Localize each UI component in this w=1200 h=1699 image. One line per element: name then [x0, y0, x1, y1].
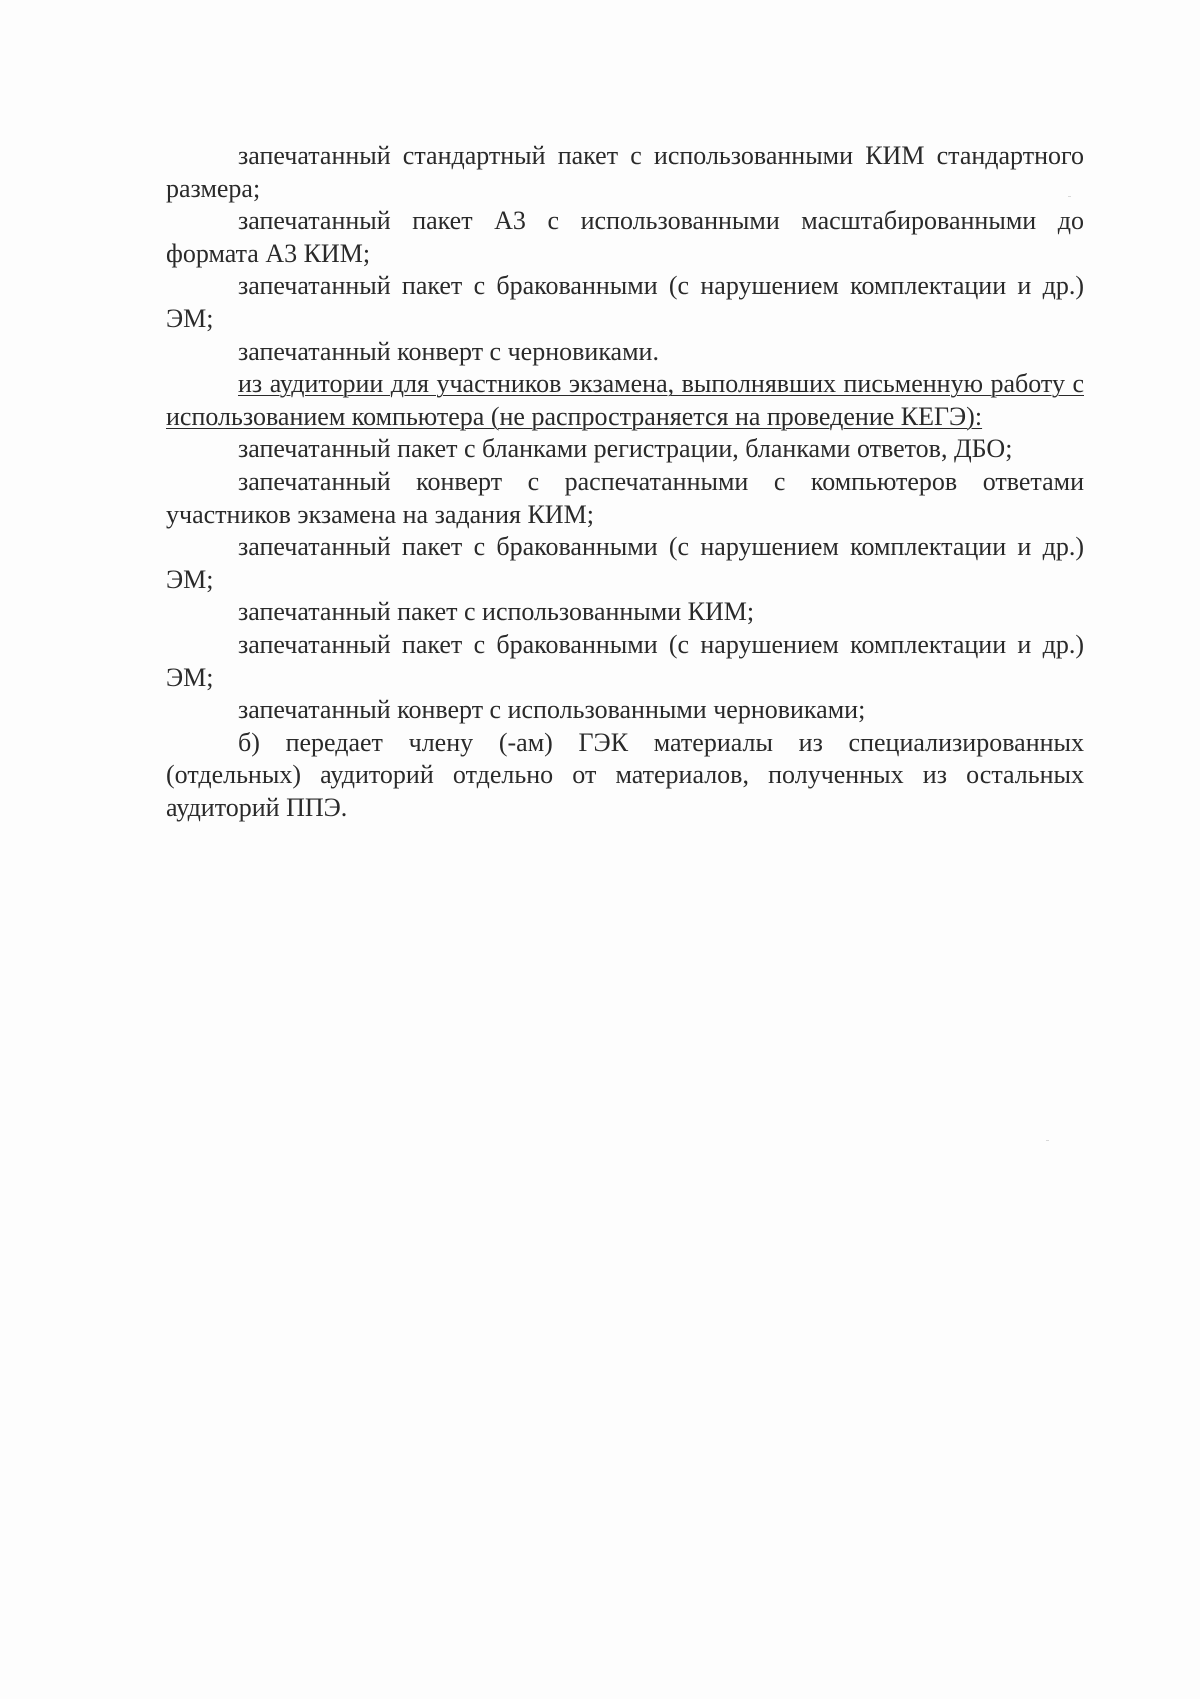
paragraph-sealed-forms-package: запечатанный пакет с бланками регистрации, бланками ответов, ДБО; [238, 434, 1013, 464]
paragraph-sealed-used-kim-package: запечатанный пакет с использованными КИМ; [238, 597, 755, 627]
paragraph-sealed-standard-package: запечатанный стандартный пакет с использованными КИМ стандартного размера; [166, 141, 1084, 203]
paragraph-sealed-defective-package-2: запечатанный пакет с бракованными (с нарушением комплектации и др.) ЭМ; [166, 532, 1084, 594]
paragraph-sealed-a3-package: запечатанный пакет А3 с использованными масштабированными до формата А3 КИМ; [166, 206, 1084, 268]
paragraph-item-b-transfer: б) передает члену (-ам) ГЭК материалы из специализированных (отдельных) аудиторий отдельно от материалов, полученных из остальных аудиторий ППЭ. [166, 727, 1084, 822]
paragraph-sealed-drafts-envelope: запечатанный конверт с черновиками. [238, 336, 659, 366]
scan-speck [1046, 1140, 1049, 1141]
document-body [166, 140, 1084, 824]
paragraph-sealed-defective-package: запечатанный пакет с бракованными (с нарушением комплектации и др.) ЭМ; [166, 271, 1084, 333]
section-heading-computer-room: из аудитории для участников экзамена, выполнявших письменную работу с использованием компьютера (не распространяется на проведение КЕГЭ): [166, 369, 1084, 431]
paragraph-sealed-defective-package-3: запечатанный пакет с бракованными (с нарушением комплектации и др.) ЭМ; [166, 629, 1084, 692]
scan-speck [1068, 196, 1071, 197]
paragraph-sealed-printed-answers-envelope: запечатанный конверт с распечатанными с компьютеров ответами участников экзамена на задания КИМ; [166, 466, 1084, 529]
paragraph-sealed-used-drafts-envelope: запечатанный конверт с использованными черновиками; [238, 695, 866, 725]
